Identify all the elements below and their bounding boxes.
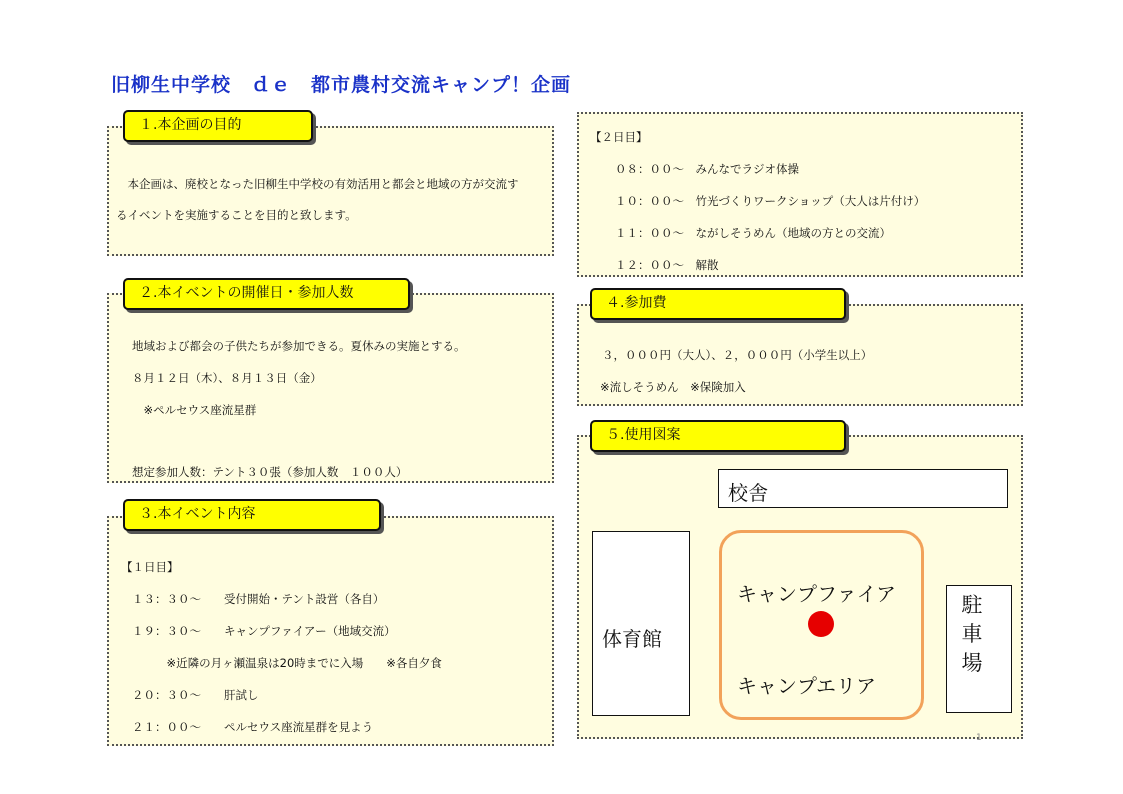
schedule-box <box>107 293 554 483</box>
day1-line-4: ２０：３０～ 肝試し <box>132 688 259 702</box>
day2-heading: 【２日目】 <box>590 130 648 144</box>
day2-line-3: １１：００～ ながしそうめん（地域の方との交流） <box>615 226 891 240</box>
day1-line-3: ※近隣の月ヶ瀬温泉は20時までに入場 ※各自夕食 <box>132 656 442 670</box>
schedule-line-1: 地域および都会の子供たちが参加できる。夏休みの実施とする。 <box>132 339 466 353</box>
purpose-label: １.本企画の目的 <box>123 110 313 142</box>
purpose-line-1: 本企画は、廃校となった旧柳生中学校の有効活用と都会と地域の方が交流す <box>116 177 519 191</box>
day1-heading: 【１日目】 <box>121 560 179 574</box>
day1-line-1: １３：３０～ 受付開始・テント設営（各自） <box>132 592 385 606</box>
day2-line-4: １２：００～ 解散 <box>615 258 719 272</box>
campfire-label: キャンプファイア <box>737 582 896 606</box>
school-building-label: 校舎 <box>728 481 768 505</box>
parking-label <box>960 591 984 678</box>
schedule-line-3: ※ペルセウス座流星群 <box>132 403 257 417</box>
purpose-line-2: るイベントを実施することを目的と致します。 <box>116 208 357 222</box>
fee-label: ４.参加費 <box>590 288 846 320</box>
camp-area-label: キャンプエリア <box>737 674 876 698</box>
gymnasium-label: 体育館 <box>602 627 662 651</box>
day1-line-2: １９：３０～ キャンプファイアー（地域交流） <box>132 624 396 638</box>
day2-line-2: １０：００～ 竹光づくりワークショップ（大人は片付け） <box>615 194 926 208</box>
parking-char-3: 場 <box>961 651 983 675</box>
fee-line-2: ※流しそうめん ※保険加入 <box>600 380 746 394</box>
day2-line-1: ０８：００～ みんなでラジオ体操 <box>615 162 799 176</box>
content-label: ３.本イベント内容 <box>123 499 381 531</box>
parking-char-1: 駐 <box>961 593 983 617</box>
schedule-label: ２.本イベントの開催日・参加人数 <box>123 278 410 310</box>
layout-plan-label: ５.使用図案 <box>590 420 846 452</box>
fee-line-1: ３，０００円（大人）、２，０００円（小学生以上） <box>602 348 873 362</box>
day1-line-5: ２１：００～ ペルセウス座流星群を見よう <box>132 720 374 734</box>
page-title: 旧柳生中学校 ｄｅ 都市農村交流キャンプ！企画 <box>111 74 572 96</box>
campfire-marker <box>808 611 834 637</box>
schedule-line-2: ８月１２日（木）、８月１３日（金） <box>132 371 322 385</box>
schedule-line-4: 想定参加人数：テント３０張（参加人数 １００人） <box>132 465 408 479</box>
page-number: 1 <box>976 733 982 743</box>
parking-char-2: 車 <box>961 622 983 646</box>
